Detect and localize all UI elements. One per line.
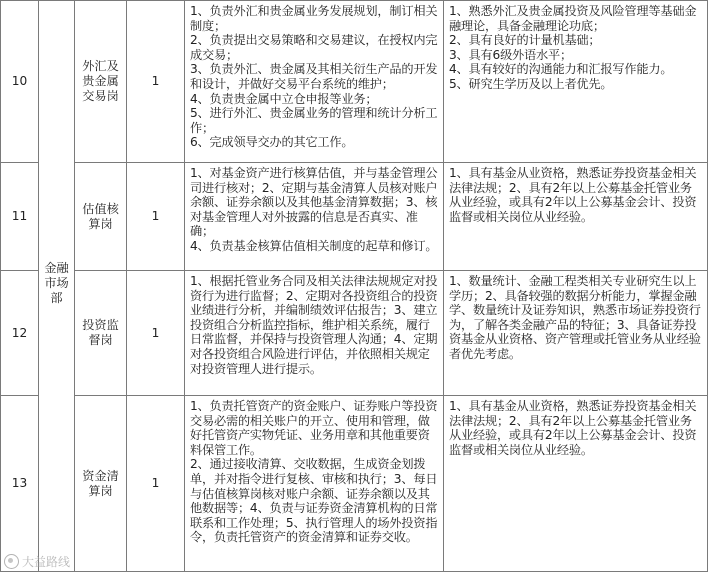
duty-item: 3、负责外汇、贵金属及其相关衍生产品的开发和设计，并做好交易平台系统的维护； <box>190 62 438 91</box>
row-number: 11 <box>1 163 39 271</box>
requirement-item: 1、数量统计、金融工程类相关专业研究生以上学历；2、具备较强的数据分析能力，掌握金融学、数量统计及证券知识，熟悉市场证券投资行为，了解各类金融产品的特征；3、具备证券投资基金从业资格、资产管理或托管业务从业经验者优先考虑。 <box>449 274 701 361</box>
duty-item: 2、通过接收清算、交收数据，生成资金划拨单，并对指令进行复核、审核和执行；3、每日与估值核算岗核对账户余额、证券余额以及其他数据等；4、负责与证券资金清算机构的日常联系和工作处理；5、执行管理人的场外投资指令，负责托管资产的资金清算和证券交收。 <box>190 457 438 545</box>
duty-item: 4、负责基金核算估值相关制度的起草和修订。 <box>190 238 438 253</box>
requirements-cell <box>444 1 708 163</box>
requirement-item: 4、具有较好的沟通能力和汇报写作能力。 <box>449 62 673 77</box>
headcount: 1 <box>127 396 185 572</box>
duties-cell <box>185 396 444 572</box>
watermark-text: 大益路线 <box>22 555 71 569</box>
duty-item: 5、进行外汇、贵金属业务的管理和统计分析工作； <box>190 106 438 135</box>
table-row <box>1 1 708 163</box>
requirement-item: 1、熟悉外汇及贵金属投资及风险管理等基础金融理论，具备金融理论功底； <box>449 4 697 33</box>
requirements-cell <box>444 396 708 572</box>
requirements-cell <box>444 271 708 396</box>
headcount: 1 <box>127 271 185 396</box>
requirement-item: 2、具有良好的计量机基础； <box>449 33 601 48</box>
table-row <box>1 271 708 396</box>
position-name: 外汇及贵金属交易岗 <box>75 1 127 163</box>
table-row <box>1 396 708 572</box>
duty-item: 1、根据托管业务合同及相关法律法规规定对投资行为进行监督；2、定期对各投资组合的投资业绩进行分析，并编制绩效评估报告；3、建立投资组合分析监控指标，维护相关系统，履行日常监督，并保持与投资管理人沟通；4、定期对各投资组合风险进行评估，并依照相关规定对投资管理人进行提示。 <box>190 274 438 376</box>
department-cell <box>39 1 75 572</box>
duties-cell <box>185 271 444 396</box>
requirements-cell <box>444 163 708 271</box>
duties-cell <box>185 1 444 163</box>
duty-item: 1、负责外汇和贵金属业务发展规划，制订相关制度； <box>190 4 438 33</box>
requirement-item: 1、具有基金从业资格，熟悉证券投资基金相关法律法规；2、具有2年以上公募基金托管业务从业经验，或具有2年以上公募基金会计、投资监督或相关岗位从业经验。 <box>449 399 697 457</box>
requirement-item: 1、具有基金从业资格，熟悉证券投资基金相关法律法规；2、具有2年以上公募基金托管业务从业经验，或具有2年以上公募基金会计、投资监督或相关岗位从业经验。 <box>449 166 697 224</box>
watermark-icon <box>4 554 19 569</box>
duty-item: 1、对基金资产进行核算估值，并与基金管理公司进行核对；2、定期与基金清算人员核对账户余额、证券余额以及其他基金清算数据；3、核对基金管理人对外披露的信息是否真实、准确； <box>190 166 438 239</box>
watermark <box>4 553 70 570</box>
headcount: 1 <box>127 1 185 163</box>
requirement-item: 3、具有6级外语水平； <box>449 47 572 62</box>
row-number: 12 <box>1 271 39 396</box>
position-name: 估值核算岗 <box>75 163 127 271</box>
position-name: 投资监督岗 <box>75 271 127 396</box>
department-name: 金融市场部 <box>44 261 69 305</box>
duty-item: 6、完成领导交办的其它工作。 <box>190 135 354 150</box>
duty-item: 2、负责提出交易策略和交易建议，在授权内完成交易； <box>190 33 438 62</box>
duty-item: 4、负责贵金属中立仓申报等业务； <box>190 91 378 106</box>
row-number: 10 <box>1 1 39 163</box>
duties-cell <box>185 163 444 271</box>
table-row <box>1 163 708 271</box>
requirement-item: 5、研究生学历及以上者优先。 <box>449 76 613 91</box>
position-name: 资金清算岗 <box>75 396 127 572</box>
duty-item: 1、负责托管资产的资金账户、证券账户等投资交易必需的相关账户的开立、使用和管理，做好托管资产实物凭证、业务用章和其他重要资料保管工作。 <box>190 399 438 457</box>
headcount: 1 <box>127 163 185 271</box>
row-number: 13 <box>1 396 39 572</box>
